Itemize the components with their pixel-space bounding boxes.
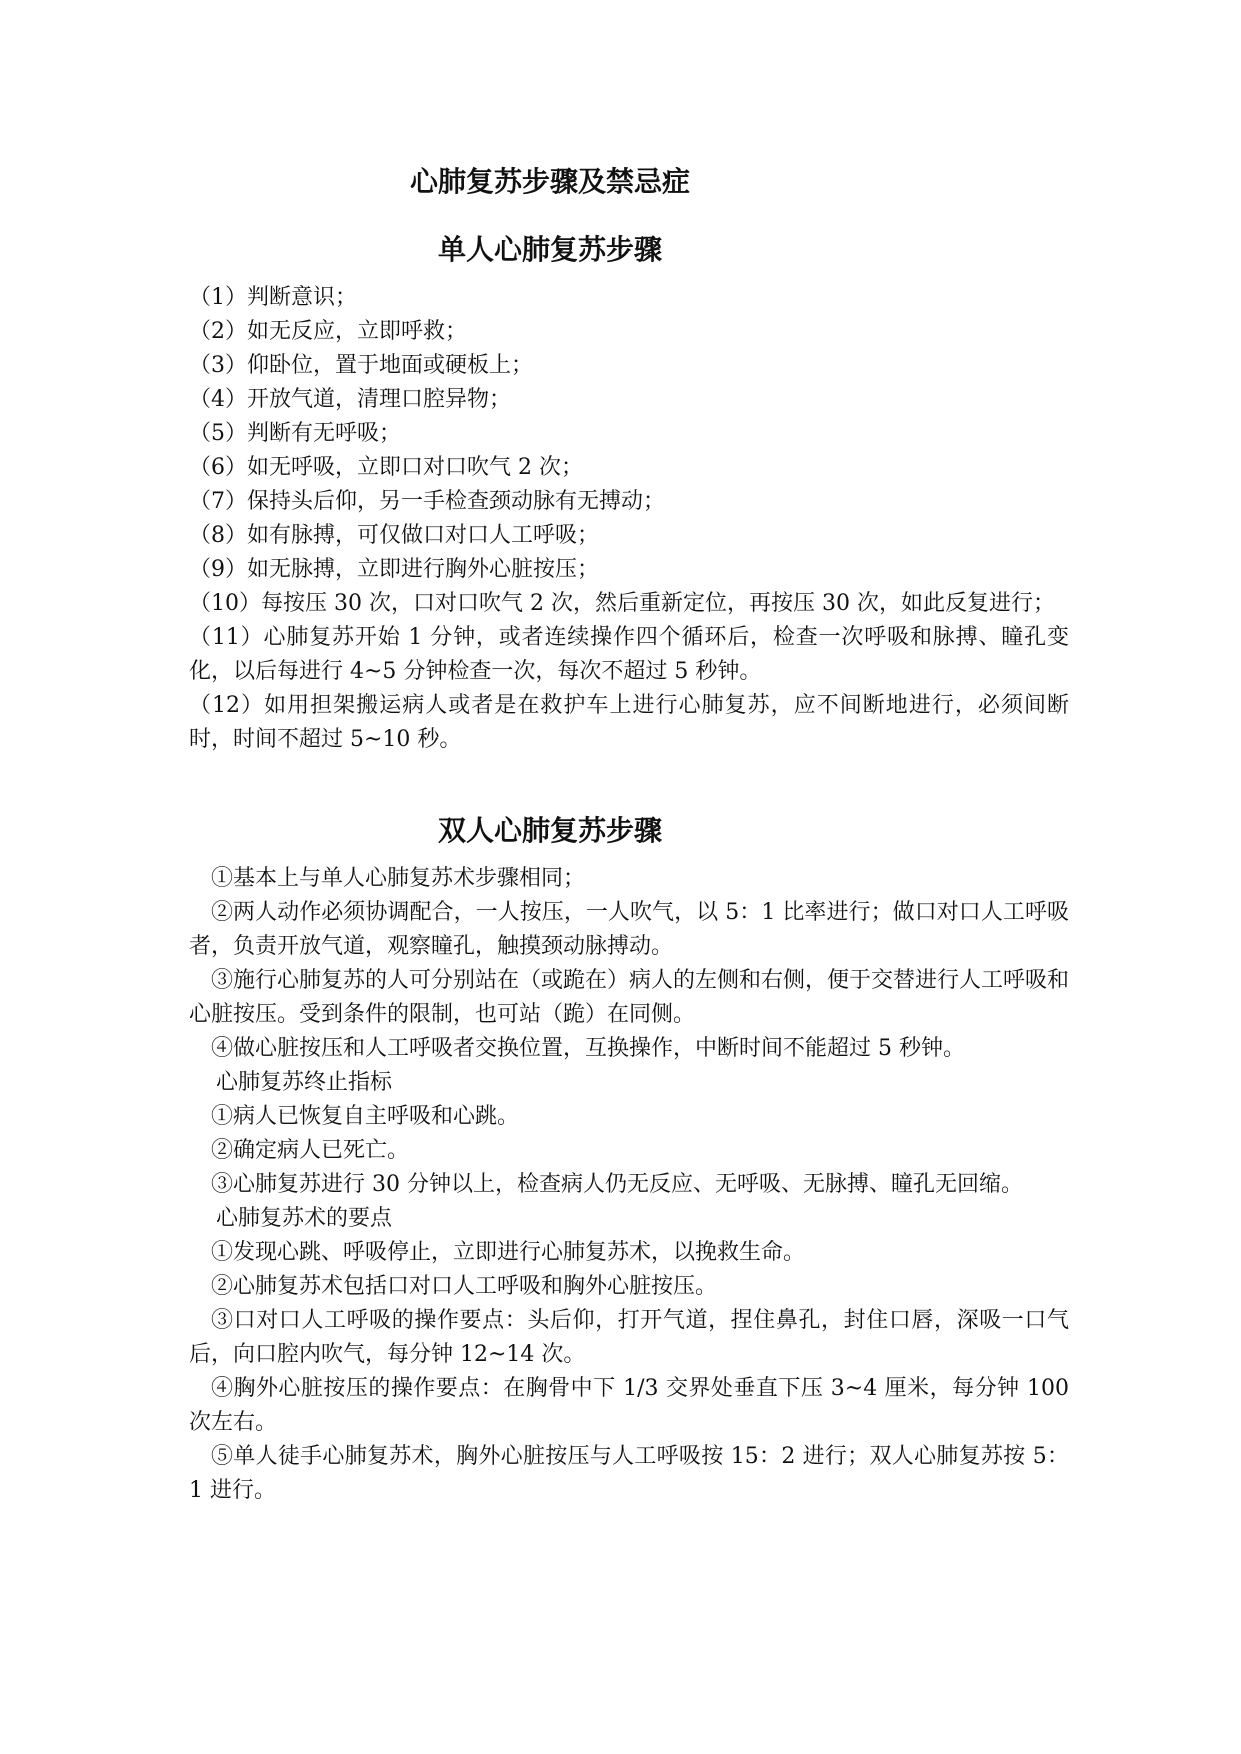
document-title: 心肺复苏步骤及禁忌症 (409, 165, 690, 198)
double-step-1: ①基本上与单人心肺复苏术步骤相同； (211, 866, 586, 891)
key-point-2: ②心肺复苏术包括口对口人工呼吸和胸外心脏按压。 (211, 1274, 718, 1299)
double-step-2: ②两人动作必须协调配合，一人按压，一人吹气，以 5：1 比率进行；做口对口人工呼吸者，负责开放气道，观察瞳孔，触摸颈动脉搏动。 (189, 900, 1069, 959)
single-step-6: （6）如无呼吸，立即口对口吹气 2 次； (189, 455, 583, 480)
single-step-11: （11）心肺复苏开始 1 分钟，或者连续操作四个循环后，检查一次呼吸和脉搏、瞳孔变化，以后每进行 4~5 分钟检查一次，每次不超过 5 秒钟。 (189, 625, 1069, 684)
single-step-5: （5）判断有无呼吸； (189, 421, 401, 446)
termination-item-2: ②确定病人已死亡。 (211, 1138, 410, 1163)
double-step-4: ④做心脏按压和人工呼吸者交换位置，互换操作，中断时间不能超过 5 秒钟。 (211, 1036, 965, 1061)
key-point-4: ④胸外心脏按压的操作要点：在胸骨中下 1/3 交界处垂直下压 3~4 厘米，每分钟 100 次左右。 (189, 1376, 1069, 1435)
single-person-cpr-heading: 单人心肺复苏步骤 (437, 233, 662, 266)
termination-item-1: ①病人已恢复自主呼吸和心跳。 (211, 1104, 520, 1129)
key-point-1: ①发现心跳、呼吸停止，立即进行心肺复苏术，以挽救生命。 (211, 1240, 806, 1265)
single-step-9: （9）如无脉搏，立即进行胸外心脏按压； (189, 557, 599, 582)
single-step-12: （12）如用担架搬运病人或者是在救护车上进行心肺复苏，应不间断地进行，必须间断时，时间不超过 5~10 秒。 (189, 693, 1069, 752)
key-point-3: ③口对口人工呼吸的操作要点：头后仰，打开气道，捏住鼻孔，封住口唇，深吸一口气后，向口腔内吹气，每分钟 12~14 次。 (189, 1308, 1069, 1367)
single-step-4: （4）开放气道，清理口腔异物； (189, 387, 511, 412)
two-person-cpr-content (189, 862, 1069, 1508)
single-person-cpr-steps (189, 281, 1069, 757)
single-step-3: （3）仰卧位，置于地面或硬板上； (189, 353, 533, 378)
double-step-3: ③施行心肺复苏的人可分别站在（或跪在）病人的左侧和右侧，便于交替进行人工呼吸和心脏按压。受到条件的限制，也可站（跪）在同侧。 (189, 968, 1070, 1027)
termination-heading: 心肺复苏终止指标 (216, 1070, 393, 1095)
two-person-cpr-heading: 双人心肺复苏步骤 (437, 814, 662, 847)
single-step-8: （8）如有脉搏，可仅做口对口人工呼吸； (189, 523, 599, 548)
key-point-5: ⑤单人徒手心肺复苏术，胸外心脏按压与人工呼吸按 15：2 进行；双人心肺复苏按 5：1 进行。 (189, 1444, 1069, 1503)
single-step-2: （2）如无反应，立即呼救； (189, 319, 467, 344)
key-points-heading: 心肺复苏术的要点 (216, 1206, 393, 1231)
single-step-1: （1）判断意识； (189, 285, 357, 310)
single-step-7: （7）保持头后仰，另一手检查颈动脉有无搏动； (189, 489, 665, 514)
single-step-10: （10）每按压 30 次，口对口吹气 2 次，然后重新定位，再按压 30 次，如此反复进行； (189, 591, 1055, 616)
termination-item-3: ③心肺复苏进行 30 分钟以上，检查病人仍无反应、无呼吸、无脉搏、瞳孔无回缩。 (211, 1172, 1023, 1197)
